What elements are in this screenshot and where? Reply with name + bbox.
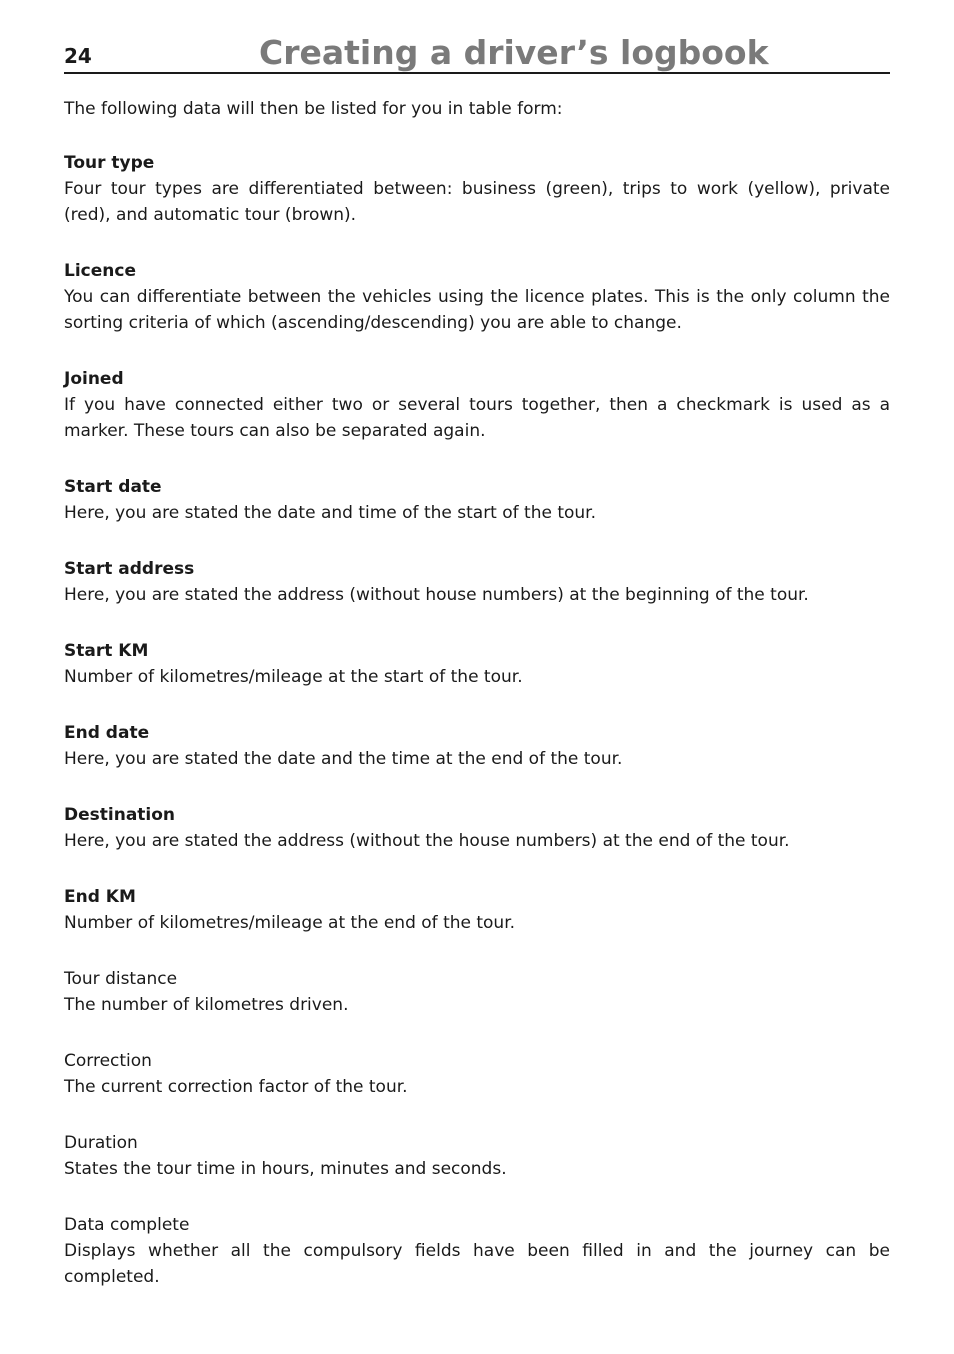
section-body: You can differentiate between the vehicles using the licence plates. This is the only column the sorting criteria of which (ascending/descending) you are able to change. [64,287,890,333]
section-end-km [64,884,890,936]
section-correction [64,1048,890,1100]
section-title: Start date [64,477,162,497]
section-title: Start KM [64,641,149,661]
section-title: Joined [64,369,124,389]
section-joined [64,366,890,444]
section-end-date [64,720,890,772]
section-title: Correction [64,1051,152,1071]
section-title: End date [64,723,150,743]
section-title: Start address [64,559,195,579]
section-body: Here, you are stated the address (without house numbers) at the beginning of the tour. [64,585,809,605]
page-header [64,0,890,74]
section-title: Duration [64,1133,138,1153]
section-tour-type [64,150,890,228]
section-body: States the tour time in hours, minutes and seconds. [64,1159,507,1179]
section-body: Displays whether all the compulsory fields have been filled in and the journey can be completed. [64,1241,890,1287]
section-destination [64,802,890,854]
section-title: Licence [64,261,136,281]
manual-page [64,0,890,1290]
section-body: Number of kilometres/mileage at the start of the tour. [64,667,523,687]
section-data-complete [64,1212,890,1290]
section-duration [64,1130,890,1182]
section-start-date [64,474,890,526]
section-title: Tour type [64,153,155,173]
section-title: End KM [64,887,136,907]
section-body: Here, you are stated the address (without the house numbers) at the end of the tour. [64,831,790,851]
section-title: Tour distance [64,969,178,989]
section-body: If you have connected either two or several tours together, then a checkmark is used as a marker. These tours can also be separated again. [64,395,890,441]
section-licence [64,258,890,336]
section-body: Number of kilometres/mileage at the end of the tour. [64,913,516,933]
section-title: Destination [64,805,176,825]
page-title: Creating a driver’s logbook [259,33,769,72]
section-start-km [64,638,890,690]
section-title: Data complete [64,1215,190,1235]
section-body: Here, you are stated the date and time of the start of the tour. [64,503,597,523]
page-number: 24 [64,44,92,68]
section-body: The current correction factor of the tour. [64,1077,408,1097]
section-start-address [64,556,890,608]
section-body: The number of kilometres driven. [64,995,349,1015]
section-body: Here, you are stated the date and the time at the end of the tour. [64,749,623,769]
section-body: Four tour types are differentiated between: business (green), trips to work (yellow), private (red), and automatic tour (brown). [64,179,890,225]
section-tour-distance [64,966,890,1018]
intro-text: The following data will then be listed for you in table form: [64,99,563,119]
